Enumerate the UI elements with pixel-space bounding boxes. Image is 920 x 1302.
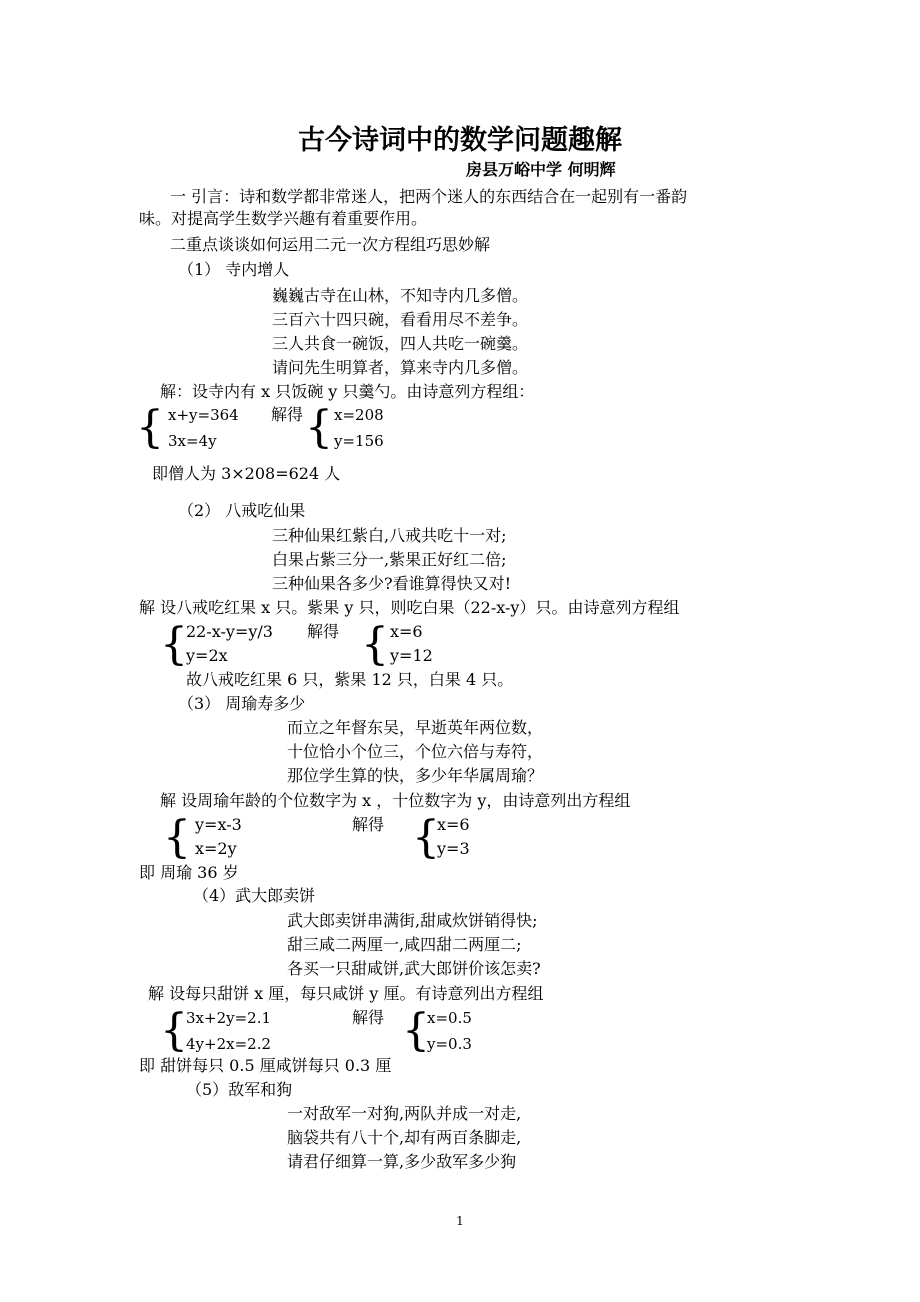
brace-left: { (160, 1005, 188, 1056)
problem-4-solution: 解 设每只甜饼 x 厘，每只咸饼 y 厘。有诗意列出方程组 (148, 984, 544, 1003)
brace-right: { (402, 1005, 430, 1056)
solve-label: 解得 (307, 622, 340, 641)
result: x=6 (390, 622, 423, 641)
problem-4-heading: （4）武大郎卖饼 (193, 886, 316, 905)
equation: x+y=364 (168, 406, 239, 424)
problem-4-poem-line: 各买一只甜咸饼,武大郎饼价该怎卖? (287, 959, 541, 978)
equation: y=2x (186, 646, 228, 665)
solve-label: 解得 (352, 815, 385, 834)
problem-3-poem-line: 十位恰小个位三，个位六倍与寿符， (287, 742, 544, 761)
problem-5-poem-line: 脑袋共有八十个,却有两百条脚走, (287, 1128, 522, 1147)
page-number: 1 (456, 1214, 464, 1228)
problem-4-poem-line: 甜三咸二两厘一,咸四甜二两厘二; (287, 935, 522, 954)
problem-1-conclusion: 即僧人为 3×208=624 人 (152, 464, 341, 483)
intro-line-2: 味。对提高学生数学兴趣有着重要作用。 (139, 209, 428, 228)
author-line: 房县万峪中学 何明辉 (466, 160, 616, 179)
equation: 3x+2y=2.1 (186, 1009, 272, 1027)
problem-2-poem-line: 三种仙果各多少?看谁算得快又对! (272, 574, 512, 593)
problem-3-heading: （3） 周瑜寿多少 (178, 694, 306, 713)
problem-3-conclusion: 即 周瑜 36 岁 (139, 863, 239, 882)
result: y=3 (437, 839, 470, 858)
result: y=0.3 (427, 1035, 472, 1053)
solve-label: 解得 (271, 405, 304, 424)
problem-2-poem-line: 三种仙果红紫白,八戒共吃十一对; (272, 526, 507, 545)
problem-2-poem-line: 白果占紫三分一,紫果正好红二倍; (272, 550, 507, 569)
brace-left: { (136, 402, 164, 453)
brace-right: { (305, 402, 333, 453)
problem-3-solution: 解 设周瑜年龄的个位数字为 x ，十位数字为 y，由诗意列出方程组 (160, 791, 631, 810)
problem-1-solution: 解：设寺内有 x 只饭碗 y 只羹勺。由诗意列方程组： (160, 382, 535, 401)
problem-1-poem-line: 巍巍古寺在山林，不知寺内几多僧。 (272, 286, 529, 305)
problem-1-heading: （1） 寺内增人 (178, 260, 290, 279)
equation: y=x-3 (195, 815, 242, 834)
problem-1-poem-line: 请问先生明算者，算来寺内几多僧。 (272, 358, 529, 377)
problem-1-poem-line: 三人共食一碗饭，四人共吃一碗羹。 (272, 334, 529, 353)
equation: 4y+2x=2.2 (186, 1035, 272, 1053)
problem-2-solution: 解 设八戒吃红果 x 只。紫果 y 只，则吃白果（22-x-y）只。由诗意列方程组 (139, 598, 680, 617)
intro-line-1: 一 引言：诗和数学都非常迷人，把两个迷人的东西结合在一起别有一番韵 (170, 187, 688, 206)
equation: x=2y (195, 839, 237, 858)
result: x=0.5 (427, 1009, 472, 1027)
result: x=208 (334, 406, 384, 424)
problem-5-poem-line: 一对敌军一对狗,两队并成一对走, (287, 1104, 522, 1123)
solve-label: 解得 (352, 1008, 385, 1027)
problem-4-poem-line: 武大郎卖饼串满街,甜咸炊饼销得快; (287, 911, 538, 930)
section-heading: 二重点谈谈如何运用二元一次方程组巧思妙解 (170, 235, 491, 254)
brace-right: { (361, 619, 389, 670)
equation: 22-x-y=y/3 (186, 622, 273, 641)
problem-3-poem-line: 那位学生算的快，多少年华属周瑜？ (287, 766, 544, 785)
equation: 3x=4y (168, 432, 217, 450)
problem-2-conclusion: 故八戒吃红果 6 只，紫果 12 只，白果 4 只。 (186, 670, 514, 689)
problem-1-poem-line: 三百六十四只碗，看看用尽不差争。 (272, 310, 529, 329)
brace-left: { (163, 812, 191, 863)
result: y=12 (390, 646, 433, 665)
result: y=156 (334, 432, 384, 450)
problem-5-poem-line: 请君仔细算一算,多少敌军多少狗 (287, 1152, 517, 1171)
brace-right: { (412, 812, 440, 863)
page-title: 古今诗词中的数学问题趣解 (298, 125, 622, 156)
result: x=6 (437, 815, 470, 834)
problem-4-conclusion: 即 甜饼每只 0.5 厘咸饼每只 0.3 厘 (139, 1056, 392, 1075)
problem-3-poem-line: 而立之年督东吴，早逝英年两位数， (287, 718, 544, 737)
problem-2-heading: （2） 八戒吃仙果 (178, 501, 306, 520)
brace-left: { (160, 619, 188, 670)
problem-5-heading: （5）敌军和狗 (186, 1080, 293, 1099)
